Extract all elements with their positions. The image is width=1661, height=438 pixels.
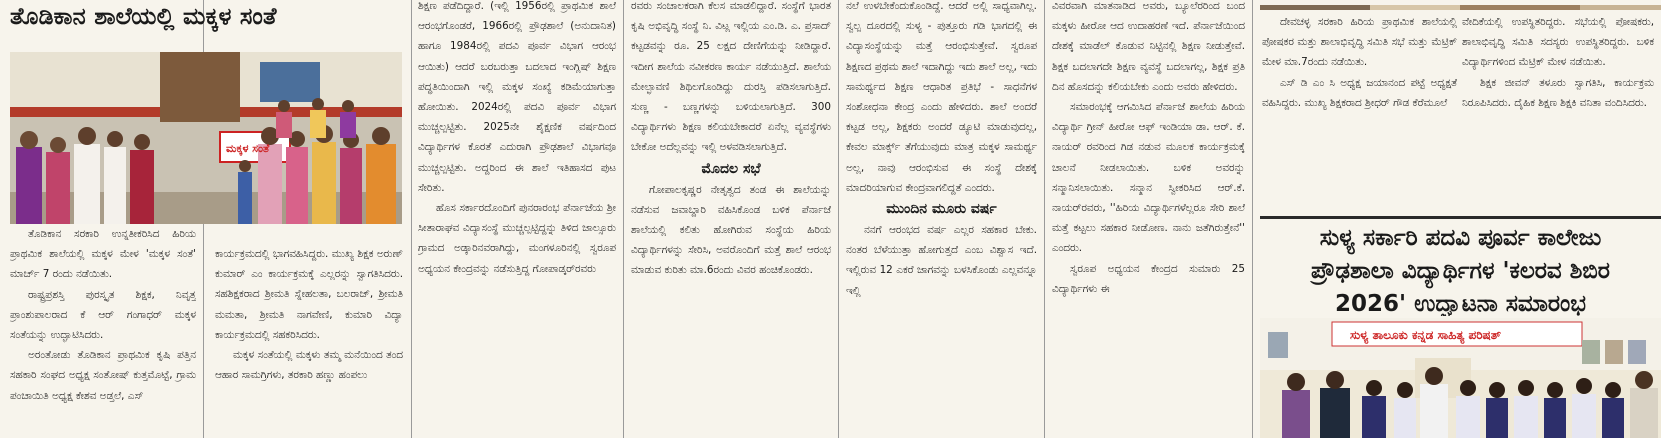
subhead-next-three-years: ಮುಂದಿನ ಮೂರು ವರ್ಷ bbox=[886, 201, 997, 218]
article2-col6 bbox=[1052, 0, 1245, 438]
paragraph: ನನಗೆ ಆರಂಭದ ವರ್ಷ ಎಲ್ಲರ ಸಹಕಾರ ಬೇಕು. ನಂತರ ಬೆಳೆಯುತ್ತಾ ಹೋಗುತ್ತದೆ ಎಂಬ ವಿಶ್ವಾಸ ಇದೆ. ಇಲ್ಲಿರುವ 12 ಎಕರೆ ಜಾಗವನ್ನು ಬಳಸಿಕೊಂಡು ಎಲ್ಲವನ್ನೂ ಇಲ್ಲಿ bbox=[846, 224, 1037, 297]
article4-headline-line3: 2026' ಉದ್ಘಾಟನಾ ಸಮಾರಂಭ bbox=[1335, 291, 1586, 316]
article2-col3 bbox=[418, 0, 616, 438]
article1-headline: ತೊಡಿಕಾನ ಶಾಲೆಯಲ್ಲಿ ಮಕ್ಕಳ ಸಂತೆ bbox=[10, 2, 277, 30]
subhead-first-meeting: ಮೊದಲ ಸಭೆ bbox=[701, 160, 761, 177]
paragraph: ಗೋಪಾಲಕೃಷ್ಣರ ನೇತೃತ್ವದ ತಂಡ ಈ ಶಾಲೆಯನ್ನು ನಡೆಸುವ ಜವಾಬ್ದಾರಿ ವಹಿಸಿಕೊಂಡ ಬಳಿಕ ಪೆರ್ನಾಜೆ ಶಾಲೆಯಲ್ಲಿ ಕಲಿತು ಹೋಗಿರುವ ಸಂಸ್ಥೆಯ ಹಿರಿಯ ವಿದ್ಯಾರ್ಥಿಗಳನ್ನು ಸೇರಿಸಿ, ಅವರೊಂದಿಗೆ ಮತ್ತೆ ಶಾಲೆ ಆರಂಭ ಮಾಡುವ ಕುರಿತು ಮಾ.6ರಂದು ವಿವರ ಹಂಚಿಕೊಂಡರು. bbox=[631, 183, 831, 277]
article2-col5 bbox=[846, 0, 1037, 438]
column-rule bbox=[838, 0, 839, 438]
article4-headline-line1: ಸುಳ್ಯ ಸರ್ಕಾರಿ ಪದವಿ ಪೂರ್ವ ಕಾಲೇಜು bbox=[1319, 225, 1602, 251]
paragraph: ಸ್ವರೂಪ ಅಧ್ಯಯನ ಕೇಂದ್ರದ ಸುಮಾರು 25 ವಿದ್ಯಾರ್ಥಿಗಳು ಈ bbox=[1052, 262, 1245, 295]
photo-banner-text: ಮಕ್ಕಳ ಸಂತೆ bbox=[226, 142, 270, 155]
column-rule bbox=[623, 0, 624, 438]
paragraph: ಶಿಕ್ಷಕ ಜೀವನ್ ತಳೂರು ಸ್ವಾಗತಿಸಿ, ಕಾರ್ಯಕ್ರಮ ನಿರೂಪಿಸಿದರು. ದೈಹಿಕ ಶಿಕ್ಷಣ ಶಿಕ್ಷಕಿ ವನಿತಾ ವಂದಿಸಿದರು. bbox=[1462, 76, 1654, 109]
paragraph: ಎಸ್ ಡಿ ಎಂ ಸಿ ಅಧ್ಯಕ್ಷ ಜಯಾನಂದ ಪಟ್ಟೆ ಅಧ್ಯಕ್ಷತೆ ವಹಿಸಿದ್ದರು. ಮುಖ್ಯ ಶಿಕ್ಷಕರಾದ ಶ್ರೀಧರ್ ಗೌಡ ಕೆರೆಮೂಲೆ bbox=[1262, 76, 1457, 109]
paragraph: ರಾಷ್ಟ್ರಪ್ರಶಸ್ತಿ ಪುರಸ್ಕೃತ ಶಿಕ್ಷಕ, ನಿವೃತ್ತ ಪ್ರಾಂಶುಪಾಲರಾದ ಕೆ ಆರ್ ಗಂಗಾಧರ್ ಮಕ್ಕಳ ಸಂತೆಯನ್ನು ಉದ್ಘಾಟಿಸಿದರು. bbox=[10, 288, 196, 342]
devachalla-photo-strip bbox=[1260, 0, 1661, 10]
article4-headline-line2: ಪ್ರೌಢಶಾಲಾ ವಿದ್ಯಾರ್ಥಿಗಳ 'ಕಲರವ ಶಿಬಿರ bbox=[1311, 258, 1610, 284]
article1-col2 bbox=[215, 244, 403, 438]
article-separator bbox=[1260, 216, 1661, 219]
paragraph: ಸಮಾರಂಭಕ್ಕೆ ಆಗಮಿಸಿದ ಪೆರ್ನಾಜೆ ಶಾಲೆಯ ಹಿರಿಯ ವಿದ್ಯಾರ್ಥಿ ಗ್ರೀನ್ ಹೀರೋ ಆಫ್ ಇಂಡಿಯಾ ಡಾ. ಆರ್. ಕೆ. ನಾಯರ್ ರವರಿಂದ ಗಿಡ ನಡುವ ಮೂಲಕ ಕಾರ್ಯಕ್ರಮಕ್ಕೆ ಚಾಲನೆ ನೀಡಲಾಯಿತು. ಬಳಿಕ ಅವರನ್ನು ಸನ್ಮಾನಿಸಲಾಯಿತು. ಸನ್ಮಾನ ಸ್ವೀಕರಿಸಿದ ಆರ್.ಕೆ. ನಾಯರ್‌ರವರು, ''ಹಿರಿಯ ವಿದ್ಯಾರ್ಥಿಗಳೆಲ್ಲರೂ ಸೇರಿ ಶಾಲೆ ಮತ್ತೆ ಕಟ್ಟಲು ಸಹಕಾರ ನೀಡೋಣ. ನಾನು ಜತೆಗಿರುತ್ತೇನೆ'' ಎಂದರು. bbox=[1052, 101, 1245, 255]
paragraph: ಮಕ್ಕಳ ಸಂತೆಯಲ್ಲಿ ಮಕ್ಕಳು ತಮ್ಮ ಮನೆಯಿಂದ ತಂದ ಆಹಾರ ಸಾಮಗ್ರಿಗಳು, ತರಕಾರಿ ಹಣ್ಣು ಹಂಪಲು bbox=[215, 349, 403, 382]
children-market-photo bbox=[10, 52, 402, 224]
paragraph: ತೊಡಿಕಾನ ಸರಕಾರಿ ಉನ್ನತೀಕರಿಸಿದ ಹಿರಿಯ ಪ್ರಾಥಮಿಕ ಶಾಲೆಯಲ್ಲಿ ಮಕ್ಕಳ ಮೇಳ 'ಮಕ್ಕಳ ಸಂತೆ' ಮಾರ್ಚ್ 7 ರಂದು ನಡೆಯಿತು. bbox=[10, 228, 196, 281]
photo-illustration bbox=[10, 52, 402, 224]
paragraph: ವೇದಿಕೆಯಲ್ಲಿ ಉಪಸ್ಥಿತರಿದ್ದರು. ಸಭೆಯಲ್ಲಿ ಪೋಷಕರು, ಶಾಲಾಭಿವೃದ್ಧಿ ಸಮಿತಿ ಸದಸ್ಯರು ಉಪಸ್ಥಿತರಿದ್ದರು. ಬಳಿಕ ವಿದ್ಯಾರ್ಥಿಗಳಿಂದ ಮೆಟ್ರಿಕ್ ಮೇಳ ನಡೆಯಿತು. bbox=[1462, 16, 1654, 69]
paragraph: ಅರಂತೋಡು ತೊಡಿಕಾನ ಪ್ರಾಥಮಿಕ ಕೃಷಿ ಪತ್ತಿನ ಸಹಕಾರಿ ಸಂಘದ ಅಧ್ಯಕ್ಷ ಸಂತೋಷ್ ಕುತ್ತಮೊಟ್ಟೆ, ಗ್ರಾಮ ಪಂಚಾಯಿತಿ ಅಧ್ಯಕ್ಷ ಕೇಶವ ಅಡ್ತಲೆ, ಎಸ್ bbox=[10, 349, 196, 402]
article1-headline-box bbox=[10, 0, 402, 42]
article1-col1 bbox=[10, 224, 196, 438]
paragraph: ಶಿಕ್ಷಣ ಪಡೆದಿದ್ದಾರೆ. (ಇಲ್ಲಿ 1956ರಲ್ಲಿ ಪ್ರಾಥಮಿಕ ಶಾಲೆ ಆರಂಭಗೊಂಡರೆ, 1966ರಲ್ಲಿ ಪ್ರೌಢಶಾಲೆ (ಅನುದಾನಿತ) ಹಾಗೂ 1984ರಲ್ಲಿ ಪದವಿ ಪೂರ್ವ ವಿಭಾಗ ಆರಂಭ ಆಯಿತು) ಆದರೆ ಬರಬರುತ್ತಾ ಬದಲಾದ ಇಂಗ್ಲಿಷ್ ಶಿಕ್ಷಣ ಪದ್ಧತಿಯಿಂದಾಗಿ ಇಲ್ಲಿ ಮಕ್ಕಳ ಸಂಖ್ಯೆ ಕಡಿಮೆಯಾಗುತ್ತಾ ಹೋಯಿತು. 2024ರಲ್ಲಿ ಪದವಿ ಪೂರ್ವ ವಿಭಾಗ ಮುಚ್ಚಲ್ಪಟ್ಟಿತು. 2025ನೇ ಶೈಕ್ಷಣಿಕ ವರ್ಷದಿಂದ ವಿದ್ಯಾರ್ಥಿಗಳ ಕೊರತೆ ಎದುರಾಗಿ ಪ್ರೌಢಶಾಲೆ ವಿಭಾಗವೂ ಮುಚ್ಚಲ್ಪಟ್ಟಿತು. ಅದ್ದರಿಂದ ಈ ಶಾಲೆ ಇತಿಹಾಸದ ಪುಟ ಸೇರಿತು. bbox=[418, 0, 616, 194]
photo-illustration bbox=[1260, 5, 1661, 10]
column-rule bbox=[411, 0, 412, 438]
photo-banner-text: ಸುಳ್ಯ ತಾಲೂಕು ಕನ್ನಡ ಸಾಹಿತ್ಯ ಪರಿಷತ್ bbox=[1350, 328, 1501, 342]
photo-illustration bbox=[1260, 318, 1661, 438]
paragraph: ರವರು ಸಂಚಾಲಕರಾಗಿ ಕೆಲಸ ಮಾಡಲಿದ್ದಾರೆ. ಸಂಸ್ಥೆಗೆ ಭಾರತ ಕೃಷಿ ಅಭಿವೃದ್ಧಿ ಸಂಸ್ಥೆ ನಿ. ವಿಟ್ಲ ಇಲ್ಲಿಯ ಎಂ.ಡಿ. ಎ. ಪ್ರಸಾದ್ ಕಟ್ಟಡವನ್ನು ರೂ. 25 ಲಕ್ಷದ ದೇಣಿಗೆಯನ್ನು ನೀಡಿದ್ದಾರೆ. ಇದೀಗ ಶಾಲೆಯ ನವೀಕರಣ ಕಾರ್ಯ ನಡೆಯುತ್ತಿದೆ. ಶಾಲೆಯ ಮೇಲ್ಛಾವಣಿ ಶಿಥಿಲಗೊಂಡಿದ್ದು ದುರಸ್ತಿ ಪಡಿಸಲಾಗುತ್ತಿದೆ. ಸುಣ್ಣ - ಬಣ್ಣಗಳನ್ನು ಬಳಿಯಲಾಗುತ್ತಿದೆ. 300 ವಿದ್ಯಾರ್ಥಿಗಳು ಶಿಕ್ಷಣ ಕಲಿಯಬೇಕಾದರೆ ಏನೆಲ್ಲ ವ್ಯವಸ್ಥೆಗಳು ಬೇಕೋ ಅದೆಲ್ಲವನ್ನು ಇಲ್ಲಿ ಅಳವಡಿಸಲಾಗುತ್ತಿದೆ. bbox=[631, 0, 831, 154]
paragraph: ದೇವಚಳ್ಳ ಸರಕಾರಿ ಹಿರಿಯ ಪ್ರಾಥಮಿಕ ಶಾಲೆಯಲ್ಲಿ ಪೋಷಕರ ಮತ್ತು ಶಾಲಾಭಿವೃದ್ಧಿ ಸಮಿತಿ ಸಭೆ ಮತ್ತು ಮೆಟ್ರಿಕ್ ಮೇಳ ಮಾ.7ರಂದು ನಡೆಯಿತು. bbox=[1262, 16, 1457, 69]
kalarava-camp-photo bbox=[1260, 318, 1661, 438]
paragraph: ಹೊಸ ಸರ್ಕಾರದೊಂದಿಗೆ ಪುನರಾರಂಭ ಪೆರ್ನಾಜೆಯ ಶ್ರೀ ಸೀತಾರಾಘವ ವಿದ್ಯಾಸಂಸ್ಥೆ ಮುಚ್ಚಲ್ಪಟ್ಟಿದ್ದನ್ನು ತಿಳಿದ ಜಾಲ್ಸೂರು ಗ್ರಾಮದ ಅಡ್ಕಾರಿನವರಾಗಿದ್ದು, ಮಂಗಳೂರಿನಲ್ಲಿ ಸ್ವರೂಪ ಅಧ್ಯಯನ ಕೇಂದ್ರವನ್ನು ನಡೆಸುತ್ತಿದ್ದ ಗೋಪಾಡ್ಕರ್‌ರವರು bbox=[418, 202, 616, 275]
paragraph: ವಿವರವಾಗಿ ಮಾತನಾಡಿದ ಅವರು, ಬ್ಯೂಲೆರರಿಂದ ಬಂದ ಮಕ್ಕಳು ಹೀರೋ ಆದ ಉದಾಹರಣೆ ಇದೆ. ಪೆರ್ನಾಜೆಯಿಂದ ದೇಶಕ್ಕೆ ಮಾಡೆಲ್ ಕೊಡುವ ನಿಟ್ಟಿನಲ್ಲಿ ಶಿಕ್ಷಣ ನೀಡುತ್ತೇವೆ. ಶಿಕ್ಷಕ ಬದಲಾಗದೇ ಶಿಕ್ಷಣ ವ್ಯವಸ್ಥೆ ಬದಲಾಗಲ್ಲ, ಶಿಕ್ಷಕ ಪ್ರತಿ ದಿನ ಹೊಸದನ್ನು ಕಲಿಯಬೇಕು ಎಂದು ಅವರು ಹೇಳಿದರು. bbox=[1052, 0, 1245, 93]
column-rule bbox=[1252, 0, 1253, 438]
article2-col4 bbox=[631, 0, 831, 438]
column-rule bbox=[1044, 0, 1045, 438]
paragraph: ಕಾರ್ಯಕ್ರಮದಲ್ಲಿ ಭಾಗವಹಿಸಿದ್ದರು. ಮುಖ್ಯ ಶಿಕ್ಷಕ ಅರುಣ್ ಕುಮಾರ್ ಎಂ ಕಾರ್ಯಕ್ರಮಕ್ಕೆ ಎಲ್ಲರನ್ನು ಸ್ವಾಗತಿಸಿದರು. ಸಹಶಿಕ್ಷಕರಾದ ಶ್ರೀಮತಿ ಸ್ನೇಹಲತಾ, ಬಲರಾಜ್, ಶ್ರೀಮತಿ ಮಮತಾ, ಶ್ರೀಮತಿ ನಾಗವೇಣಿ, ಕುಮಾರಿ ವಿದ್ಯಾ ಕಾರ್ಯಕ್ರಮದಲ್ಲಿ ಸಹಕರಿಸಿದರು. bbox=[215, 248, 403, 341]
article4-headline-box bbox=[1260, 222, 1661, 316]
paragraph: ನಲೆ ಉಳಬೇಕೆಂದುಕೊಂಡಿದ್ದೆ. ಆದರೆ ಅಲ್ಲಿ ಸಾಧ್ಯವಾಗಿಲ್ಲ. ಸ್ವಲ್ಪ ದೂರದಲ್ಲಿ ಸುಳ್ಯ - ಪುತ್ತೂರು ಗಡಿ ಭಾಗದಲ್ಲಿ ಈ ವಿದ್ಯಾಸಂಸ್ಥೆಯನ್ನು ಮತ್ತೆ ಆರಂಭಿಸುತ್ತೇವೆ. ಸ್ವರೂಪ ಶಿಕ್ಷಣದ ಪ್ರಥಮ ಶಾಲೆ ಇದಾಗಿದ್ದು ಇದು ಶಾಲೆ ಅಲ್ಲ, ಇದು ಸಾಮರ್ಥ್ಯದ ಶಿಕ್ಷಣ ಆಧಾರಿತ ಪ್ರತಿಭೆ - ಸಾಧನೆಗಳ ಸಂಶೋಧನಾ ಕೇಂದ್ರ ಎಂದು ಹೇಳಿದರು. ಶಾಲೆ ಅಂದರೆ ಕಟ್ಟಡ ಅಲ್ಲ, ಶಿಕ್ಷಕರು ಅಂದರೆ ಡ್ಯೂಟಿ ಮಾಡುವುದಲ್ಲ, ಕೇವಲ ಮಾರ್ಕ್ಸ್ ತೆಗೆಯುವುದು ಮಾತ್ರ ಮಕ್ಕಳ ಸಾಮರ್ಥ್ಯ ಅಲ್ಲ, ನಾವು ಆರಂಭಿಸುವ ಈ ಸಂಸ್ಥೆ ದೇಶಕ್ಕೆ ಮಾದರಿಯಾಗುವ ಕೇಂದ್ರವಾಗಲಿದ್ದತೆ ಎಂದರು. bbox=[846, 0, 1037, 194]
